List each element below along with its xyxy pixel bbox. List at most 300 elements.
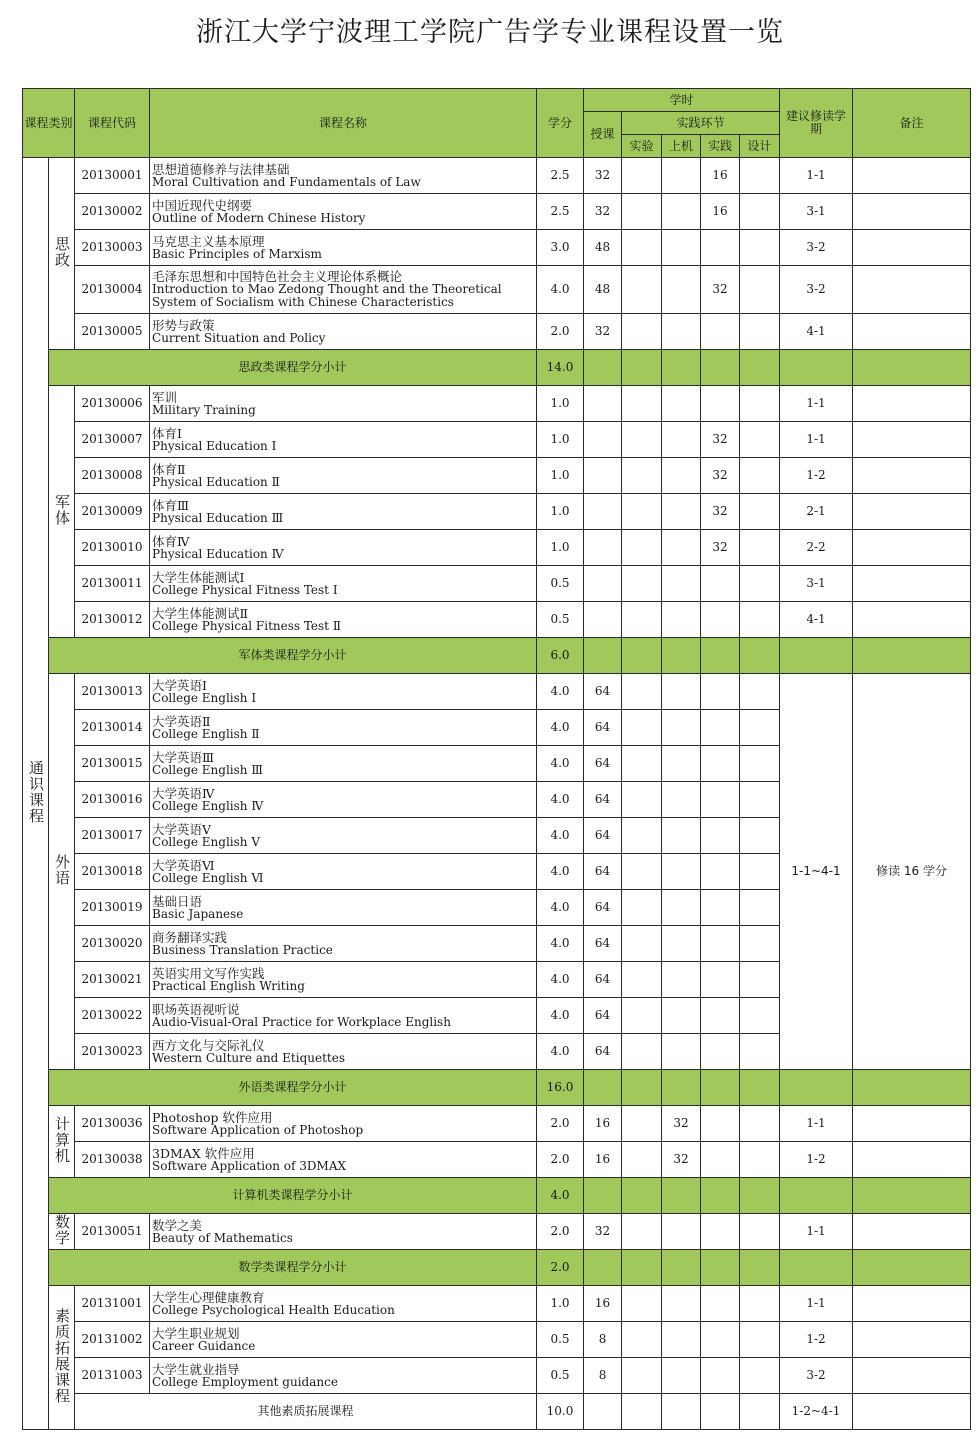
design-hours-cell [740,890,780,926]
course-name [150,566,537,602]
subtotal-empty-cell [740,350,780,386]
credit-cell: 1.0 [537,422,584,458]
lecture-hours-cell [584,602,622,638]
experiment-hours-cell [622,1034,662,1070]
course-name [150,710,537,746]
design-hours-cell [740,674,780,710]
experiment-hours-cell [622,422,662,458]
term-cell: 1-1 [780,1286,853,1322]
experiment-hours-cell [622,890,662,926]
subtotal-empty-cell [853,350,971,386]
term-cell: 1-2 [780,1322,853,1358]
page-title: 浙江大学宁波理工学院广告学专业课程设置一览 [196,17,784,48]
course-name-en: Software Application of Photoshop [152,1122,364,1137]
course-name-en: Physical Education Ⅰ [152,438,277,453]
term-cell: 1-2 [780,1142,853,1178]
design-hours-cell [740,962,780,998]
course-code: 20130038 [75,1142,150,1178]
course-name-en: College Physical Fitness Test Ⅰ [152,582,338,597]
lecture-hours-cell: 64 [584,782,622,818]
computer-hours-cell [662,1322,701,1358]
subtotal-empty-cell [853,1250,971,1286]
course-name [150,782,537,818]
group-category-cell [49,386,75,638]
computer-hours-cell [662,818,701,854]
header-computer: 上机 [662,135,701,158]
design-hours-cell [740,710,780,746]
experiment-hours-cell [622,710,662,746]
experiment-hours-cell [622,194,662,230]
course-code: 20130002 [75,194,150,230]
course-name-en: Western Culture and Etiquettes [152,1050,345,1065]
practicum-hours-cell [701,746,740,782]
subtotal-empty-cell [740,1178,780,1214]
course-name-cn: 马克思主义基本原理 [152,233,265,249]
practicum-hours-cell [701,1286,740,1322]
subtotal-credit: 14.0 [537,350,584,386]
credit-cell: 0.5 [537,602,584,638]
credit-cell: 4.0 [537,710,584,746]
computer-hours-cell: 32 [662,1106,701,1142]
course-name [150,1142,537,1178]
experiment-hours-cell [622,386,662,422]
lecture-hours-cell: 32 [584,1214,622,1250]
credit-cell: 2.0 [537,1214,584,1250]
term-cell: 4-1 [780,602,853,638]
course-code: 20130004 [75,266,150,314]
design-hours-cell [740,1106,780,1142]
course-name-en: Practical English Writing [152,978,305,993]
course-name-cn: 大学英语Ⅳ [152,785,215,801]
lecture-hours-cell: 48 [584,230,622,266]
lecture-hours-cell: 16 [584,1142,622,1178]
subtotal-empty-cell [780,1070,853,1106]
course-name-en: Physical Education Ⅳ [152,546,284,561]
course-code: 20130018 [75,854,150,890]
credit-cell: 4.0 [537,926,584,962]
table-row [23,1142,971,1178]
computer-hours-cell [662,230,701,266]
practicum-hours-cell [701,566,740,602]
credit-cell: 2.5 [537,194,584,230]
experiment-hours-cell [622,782,662,818]
course-name-cn: 毛泽东思想和中国特色社会主义理论体系概论 [152,269,403,284]
course-name-cn: Photoshop 软件应用 [152,1109,273,1125]
term-cell: 3-1 [780,194,853,230]
table-row [23,422,971,458]
remark-cell [853,266,971,314]
credit-cell: 4.0 [537,854,584,890]
course-name [150,494,537,530]
subtotal-label: 数学类课程学分小计 [49,1250,537,1286]
course-name-cn: 大学生体能测试Ⅰ [152,569,245,585]
credit-cell: 1.0 [537,530,584,566]
credit-cell: 1.0 [537,386,584,422]
course-code: 20131002 [75,1322,150,1358]
header-remark: 备注 [853,89,971,158]
subtotal-empty-cell [701,350,740,386]
lecture-hours-cell: 16 [584,1286,622,1322]
design-hours-cell [740,314,780,350]
curriculum-table [22,88,971,1430]
course-code: 20130009 [75,494,150,530]
course-name-cn: 军训 [152,389,178,405]
course-code: 20130006 [75,386,150,422]
other-courses-label: 其他素质拓展课程 [75,1394,537,1430]
design-hours-cell [740,818,780,854]
course-name [150,230,537,266]
subtotal-empty-cell [584,1250,622,1286]
credit-cell: 1.0 [537,494,584,530]
practicum-hours-cell: 32 [701,458,740,494]
subtotal-label: 计算机类课程学分小计 [49,1178,537,1214]
practicum-hours-cell [701,1106,740,1142]
design-hours-cell [740,530,780,566]
computer-hours-cell [662,998,701,1034]
hours-cell [662,1394,701,1430]
subtotal-empty-cell [622,350,662,386]
header-name: 课程名称 [150,89,537,158]
term-cell: 2-1 [780,494,853,530]
design-hours-cell [740,782,780,818]
experiment-hours-cell [622,602,662,638]
course-code: 20130008 [75,458,150,494]
design-hours-cell [740,1286,780,1322]
experiment-hours-cell [622,1142,662,1178]
hours-cell [584,1394,622,1430]
credit-cell: 2.0 [537,314,584,350]
subtotal-empty-cell [701,638,740,674]
remark-cell [853,158,971,194]
practicum-hours-cell [701,854,740,890]
computer-hours-cell [662,854,701,890]
course-code: 20130001 [75,158,150,194]
term-cell: 4-1 [780,314,853,350]
course-name [150,458,537,494]
header-term: 建议修读学期 [780,89,853,158]
course-name-en: Basic Principles of Marxism [152,246,322,261]
course-code: 20130023 [75,1034,150,1070]
course-name-en: College English Ⅰ [152,690,257,705]
course-name-en: College English Ⅲ [152,762,263,777]
computer-hours-cell [662,746,701,782]
experiment-hours-cell [622,266,662,314]
experiment-hours-cell [622,566,662,602]
course-name-cn: 中国近现代史纲要 [152,197,253,213]
computer-hours-cell [662,566,701,602]
lecture-hours-cell: 64 [584,746,622,782]
table-row [23,494,971,530]
group-category-label: 军体 [53,494,71,526]
course-code: 20130011 [75,566,150,602]
computer-hours-cell [662,1358,701,1394]
course-name-en: College Physical Fitness Test Ⅱ [152,618,341,633]
term-cell: 3-2 [780,1358,853,1394]
lecture-hours-cell: 64 [584,1034,622,1070]
credit-cell: 10.0 [537,1394,584,1430]
experiment-hours-cell [622,1322,662,1358]
course-name-cn: 大学英语Ⅵ [152,857,215,873]
computer-hours-cell [662,422,701,458]
subtotal-empty-cell [584,1178,622,1214]
header-category: 课程类别 [23,89,75,158]
credit-cell: 0.5 [537,566,584,602]
design-hours-cell [740,158,780,194]
course-name-cn: 体育Ⅲ [152,497,190,513]
course-code: 20130020 [75,926,150,962]
design-hours-cell [740,854,780,890]
subtotal-credit: 6.0 [537,638,584,674]
course-name-en: College Employment guidance [152,1374,338,1389]
table-row [23,566,971,602]
header-credit: 学分 [537,89,584,158]
table-row [23,1322,971,1358]
term-cell: 1-1 [780,158,853,194]
term-cell: 1-1 [780,422,853,458]
course-name [150,890,537,926]
course-name [150,1214,537,1250]
subtotal-empty-cell [662,638,701,674]
remark-cell: 修读 16 学分 [853,674,971,1070]
lecture-hours-cell: 8 [584,1322,622,1358]
computer-hours-cell [662,962,701,998]
course-name-en: Business Translation Practice [152,942,333,957]
subtotal-empty-cell [622,638,662,674]
course-name-en: Physical Education Ⅱ [152,474,280,489]
design-hours-cell [740,266,780,314]
subtotal-label: 思政类课程学分小计 [49,350,537,386]
practicum-hours-cell: 32 [701,530,740,566]
course-code: 20130015 [75,746,150,782]
computer-hours-cell [662,782,701,818]
remark-cell [853,1214,971,1250]
main-category-label: 通识课程 [27,760,45,824]
course-code: 20130019 [75,890,150,926]
lecture-hours-cell: 64 [584,674,622,710]
design-hours-cell [740,602,780,638]
subtotal-empty-cell [662,1250,701,1286]
course-name-en: Software Application of 3DMAX [152,1158,347,1173]
course-code: 20130005 [75,314,150,350]
header-code: 课程代码 [75,89,150,158]
credit-cell: 2.0 [537,1142,584,1178]
course-name-cn: 大学生职业规划 [152,1325,240,1341]
subtotal-row [23,638,971,674]
design-hours-cell [740,1322,780,1358]
remark-cell [853,1394,971,1430]
practicum-hours-cell [701,1358,740,1394]
credit-cell: 2.0 [537,1106,584,1142]
practicum-hours-cell [701,962,740,998]
computer-hours-cell [662,926,701,962]
course-name-cn: 商务翻译实践 [152,929,228,945]
subtotal-empty-cell [622,1178,662,1214]
subtotal-empty-cell [584,638,622,674]
subtotal-empty-cell [662,1070,701,1106]
course-name-cn: 数学之美 [152,1217,203,1233]
course-name-en: Introduction to Mao Zedong Thought and the Theoretical System of Socialism with Chinese Characteristics [152,282,502,309]
course-name [150,998,537,1034]
group-category-cell [49,674,75,1070]
course-name-en: College English Ⅴ [152,834,261,849]
remark-cell [853,530,971,566]
course-name [150,1322,537,1358]
course-name-cn: 大学生就业指导 [152,1361,240,1377]
practicum-hours-cell: 32 [701,422,740,458]
lecture-hours-cell: 48 [584,266,622,314]
group-category-label: 计算机 [53,1116,71,1164]
computer-hours-cell [662,158,701,194]
subtotal-row [23,350,971,386]
subtotal-empty-cell [780,638,853,674]
course-name-en: College English Ⅵ [152,870,264,885]
course-name-cn: 英语实用文写作实践 [152,965,265,981]
experiment-hours-cell [622,230,662,266]
practicum-hours-cell [701,710,740,746]
remark-cell [853,230,971,266]
table-row [23,1106,971,1142]
course-code: 20130017 [75,818,150,854]
remark-cell [853,494,971,530]
design-hours-cell [740,386,780,422]
practicum-hours-cell [701,782,740,818]
experiment-hours-cell [622,1214,662,1250]
remark-cell [853,1358,971,1394]
subtotal-empty-cell [662,1178,701,1214]
design-hours-cell [740,1214,780,1250]
practicum-hours-cell [701,1034,740,1070]
table-row [23,314,971,350]
course-name-en: Military Training [152,402,256,417]
subtotal-empty-cell [780,1250,853,1286]
term-cell: 1-1 [780,386,853,422]
subtotal-empty-cell [662,350,701,386]
practicum-hours-cell [701,230,740,266]
design-hours-cell [740,998,780,1034]
design-hours-cell [740,566,780,602]
experiment-hours-cell [622,818,662,854]
course-name [150,422,537,458]
credit-cell: 4.0 [537,998,584,1034]
computer-hours-cell: 32 [662,1142,701,1178]
credit-cell: 2.5 [537,158,584,194]
practicum-hours-cell [701,314,740,350]
course-code: 20131003 [75,1358,150,1394]
table-row [23,266,971,314]
hours-cell [622,1394,662,1430]
term-cell: 1-2~4-1 [780,1394,853,1430]
course-name-cn: 体育Ⅰ [152,425,182,441]
experiment-hours-cell [622,1358,662,1394]
credit-cell: 4.0 [537,746,584,782]
course-name-en: College English Ⅱ [152,726,260,741]
practicum-hours-cell: 32 [701,266,740,314]
practicum-hours-cell: 32 [701,494,740,530]
course-name [150,674,537,710]
practicum-hours-cell [701,818,740,854]
experiment-hours-cell [622,962,662,998]
course-name [150,158,537,194]
subtotal-row [23,1250,971,1286]
course-name [150,266,537,314]
term-cell: 1-1 [780,1106,853,1142]
subtotal-empty-cell [701,1178,740,1214]
course-name-cn: 基础日语 [152,893,203,909]
course-code: 20130013 [75,674,150,710]
design-hours-cell [740,494,780,530]
course-name-cn: 大学英语Ⅴ [152,821,212,837]
lecture-hours-cell: 64 [584,854,622,890]
design-hours-cell [740,1358,780,1394]
course-name-cn: 大学英语Ⅱ [152,713,211,729]
table-row [23,194,971,230]
design-hours-cell [740,1034,780,1070]
credit-cell: 1.0 [537,458,584,494]
course-name-en: Moral Cultivation and Fundamentals of Law [152,174,421,189]
practicum-hours-cell [701,602,740,638]
computer-hours-cell [662,710,701,746]
hours-cell [740,1394,780,1430]
main-category-cell [23,158,49,1430]
course-name-cn: 体育Ⅳ [152,533,190,549]
course-name-cn: 形势与政策 [152,317,215,333]
group-category-cell [49,158,75,350]
subtotal-label: 外语类课程学分小计 [49,1070,537,1106]
course-name-cn: 思想道德修养与法律基础 [152,161,290,177]
remark-cell [853,422,971,458]
experiment-hours-cell [622,530,662,566]
computer-hours-cell [662,1034,701,1070]
design-hours-cell [740,230,780,266]
subtotal-empty-cell [622,1070,662,1106]
design-hours-cell [740,926,780,962]
computer-hours-cell [662,494,701,530]
lecture-hours-cell: 16 [584,1106,622,1142]
course-name-en: Career Guidance [152,1338,256,1353]
course-name-en: Physical Education Ⅲ [152,510,284,525]
header-design: 设计 [740,135,780,158]
lecture-hours-cell: 32 [584,158,622,194]
lecture-hours-cell: 64 [584,710,622,746]
subtotal-empty-cell [780,1178,853,1214]
course-code: 20130007 [75,422,150,458]
subtotal-empty-cell [740,638,780,674]
credit-cell: 4.0 [537,266,584,314]
lecture-hours-cell [584,530,622,566]
experiment-hours-cell [622,494,662,530]
course-name [150,854,537,890]
subtotal-empty-cell [780,350,853,386]
lecture-hours-cell: 64 [584,890,622,926]
lecture-hours-cell [584,494,622,530]
header-lecture: 授课 [584,112,622,158]
course-name-en: Outline of Modern Chinese History [152,210,366,225]
term-cell: 2-2 [780,530,853,566]
subtotal-empty-cell [740,1250,780,1286]
table-row [23,530,971,566]
subtotal-row [23,1070,971,1106]
experiment-hours-cell [622,998,662,1034]
subtotal-credit: 4.0 [537,1178,584,1214]
course-name [150,386,537,422]
credit-cell: 4.0 [537,674,584,710]
experiment-hours-cell [622,926,662,962]
remark-cell [853,1286,971,1322]
computer-hours-cell [662,1214,701,1250]
course-name [150,530,537,566]
lecture-hours-cell [584,386,622,422]
course-name [150,1034,537,1070]
